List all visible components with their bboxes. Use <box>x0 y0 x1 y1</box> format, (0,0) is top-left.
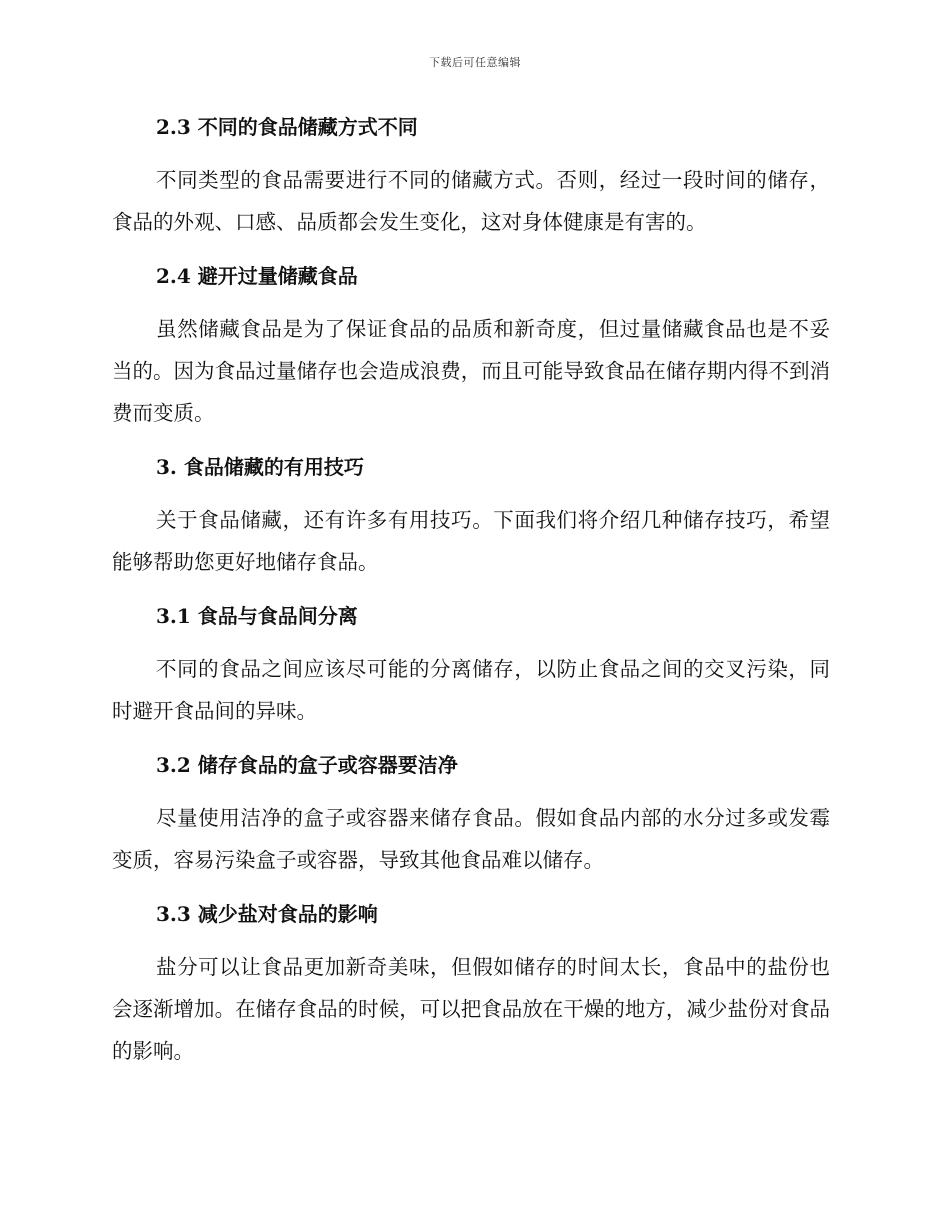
section-heading-2-4: 2.4 避开过量储藏食品 <box>156 264 358 288</box>
section-heading-3-2: 3.2 储存食品的盒子或容器要洁净 <box>156 753 458 777</box>
document-body <box>112 106 830 1072</box>
section-paragraph-2-4: 虽然储藏食品是为了保证食品的品质和新奇度，但过量储藏食品也是不妥当的。因为食品过量储存也会造成浪费，而且可能导致食品在储存期内得不到消费而变质。 <box>112 317 830 425</box>
section-heading-3-1: 3.1 食品与食品间分离 <box>156 604 358 628</box>
section-heading-2-3: 2.3 不同的食品储藏方式不同 <box>156 115 418 139</box>
section-paragraph-3-3: 盐分可以让食品更加新奇美味，但假如储存的时间太长，食品中的盐份也会逐渐增加。在储存食品的时候，可以把食品放在干燥的地方，减少盐份对食品的影响。 <box>112 955 830 1063</box>
section-paragraph-3-1: 不同的食品之间应该尽可能的分离储存，以防止食品之间的交叉污染，同时避开食品间的异味。 <box>112 657 830 723</box>
page-header: 下载后可任意编辑 <box>429 56 521 69</box>
section-paragraph-2-3: 不同类型的食品需要进行不同的储藏方式。否则，经过一段时间的储存，食品的外观、口感、品质都会发生变化，这对身体健康是有害的。 <box>112 168 830 234</box>
section-heading-3: 3. 食品储藏的有用技巧 <box>156 455 364 479</box>
section-paragraph-3: 关于食品储藏，还有许多有用技巧。下面我们将介绍几种储存技巧，希望能够帮助您更好地储存食品。 <box>112 508 830 574</box>
section-heading-3-3: 3.3 减少盐对食品的影响 <box>156 902 378 926</box>
section-paragraph-3-2: 尽量使用洁净的盒子或容器来储存食品。假如食品内部的水分过多或发霉变质，容易污染盒子或容器，导致其他食品难以储存。 <box>112 806 830 872</box>
